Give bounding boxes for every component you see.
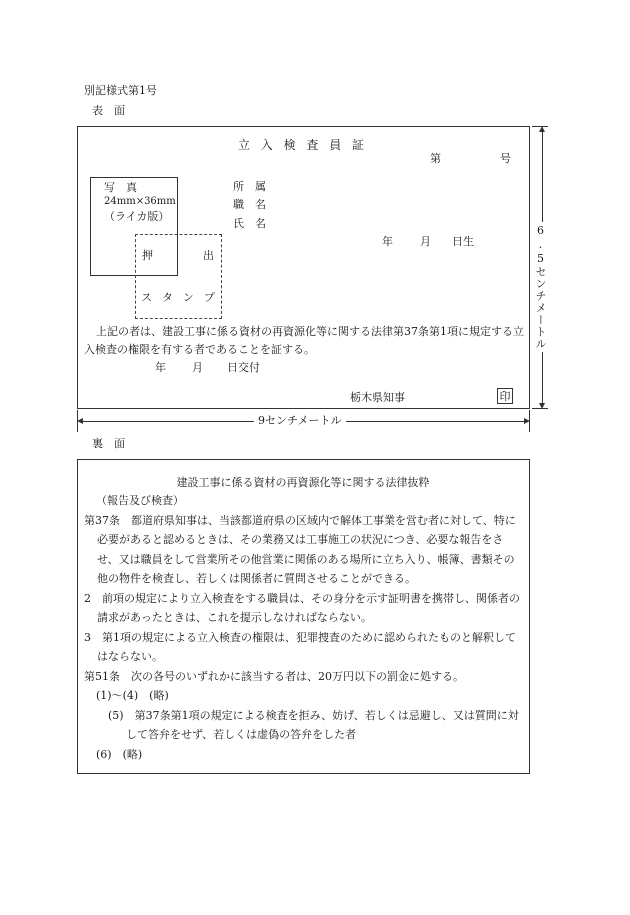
card-title: 立入検査員証 — [238, 138, 375, 152]
height-label: 6.5センチメートル — [534, 224, 547, 350]
issue-month: 月 — [192, 361, 203, 374]
seal: 印 — [497, 388, 513, 404]
stamp-top-right: 出 — [203, 249, 214, 262]
issuer: 栃木県知事 — [350, 391, 405, 404]
photo-size: 24mm×36mm — [104, 196, 176, 207]
number-suffix: 号 — [500, 152, 511, 165]
law-title: 建設工事に係る資材の再資源化等に関する法律抜粋 — [176, 476, 430, 489]
height-tick-bottom — [532, 408, 548, 409]
height-tick-top — [532, 126, 548, 127]
field-position: 職 名 — [233, 198, 266, 211]
article-37-para-2: 2 前項の規定により立入検査をする職員は、その身分を示す証明書を携帯し、関係者の請求があったときは、これを提示しなければならない。 — [84, 591, 520, 624]
photo-note: （ライカ版） — [104, 210, 170, 223]
item-1-4: (1)～(4) (略) — [96, 689, 169, 702]
form-title: 別記様式第1号 — [84, 84, 157, 97]
item-6: (6) (略) — [96, 747, 143, 761]
item-5-text: 第37条第1項の規定による検査を拒み、妨げ、若しくは忌避し、又は質問に対して答弁をせず、若しくは虚偽の答弁をした者 — [126, 708, 519, 741]
article-37-para-3: 3 第1項の規定による立入検査の権限は、犯罪捜査のために認められたものと解釈してはならない。 — [84, 630, 516, 663]
width-label: 9センチメートル — [254, 415, 346, 426]
article-37 — [84, 511, 524, 589]
width-arrow-right — [524, 418, 530, 424]
dob-month: 月 — [420, 235, 431, 248]
article-37-text: 都道府県知事は、当該都道府県の区域内で解体工事業を営む者に対して、特に必要があると認めるときは、その業務又は工事施工の状況につき、必要な報告をさせ、又は職員をして営業所その他営業に関係のある場所に立ち入り、帳簿、書類その他の物件を検査し、若しくは関係者に質問させることができる。 — [97, 513, 516, 585]
article-51-text: 次の各号のいずれかに該当する者は、20万円以下の罰金に処する。 — [131, 669, 464, 683]
item-5 — [84, 706, 524, 745]
width-arrow-left — [77, 418, 83, 424]
dob-year: 年 — [382, 235, 393, 248]
article-51 — [84, 667, 524, 687]
article-37-label: 第37条 — [84, 513, 120, 527]
law-body — [84, 491, 524, 764]
field-name: 氏 名 — [233, 217, 266, 230]
article-51-label: 第51条 — [84, 669, 120, 683]
field-affiliation: 所 属 — [233, 180, 266, 193]
certify-text: 上記の者は、建設工事に係る資材の再資源化等に関する法律第37条第1項に規定する立入検査の権限を有する者であることを証する。 — [84, 325, 524, 356]
stamp-box — [135, 234, 222, 319]
item-5-label: (5) — [108, 708, 124, 722]
issue-day: 日交付 — [227, 361, 260, 374]
stamp-bottom: スタンプ — [141, 291, 225, 304]
number-prefix: 第 — [430, 152, 441, 165]
back-label: 裏 面 — [92, 437, 125, 450]
dob-day: 日生 — [452, 235, 474, 248]
photo-title: 写 真 — [104, 181, 137, 194]
issue-year: 年 — [155, 361, 166, 374]
stamp-top-left: 押 — [142, 249, 153, 262]
front-label: 表 面 — [92, 104, 125, 117]
law-heading: （報告及び検査） — [96, 494, 184, 507]
